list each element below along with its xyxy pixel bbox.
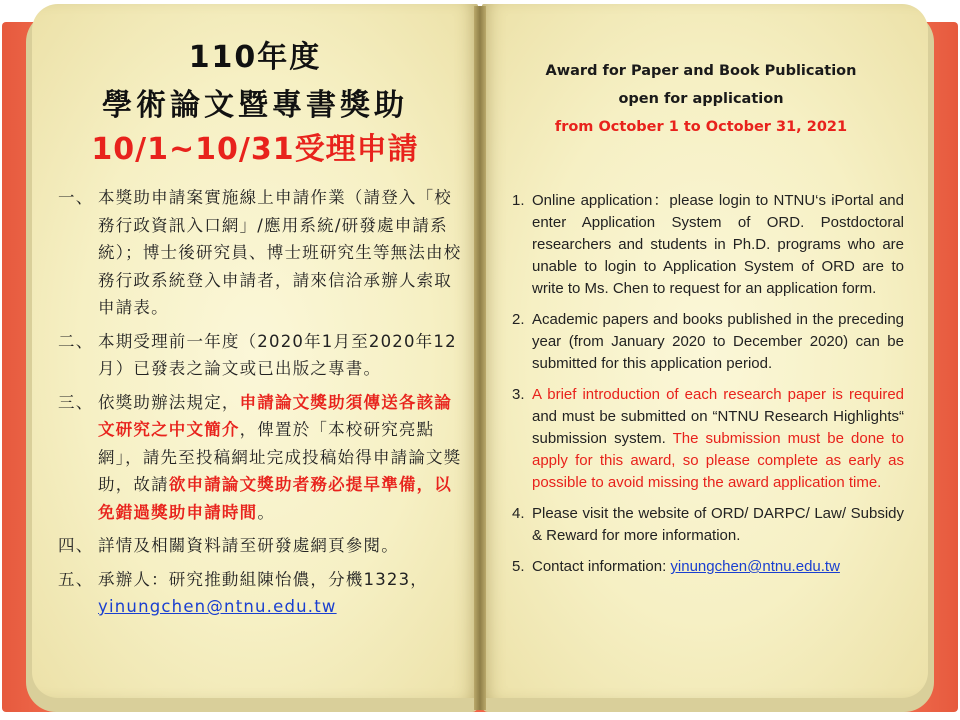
zh-item-number: 三、 <box>58 392 94 412</box>
zh-list-item <box>58 328 468 383</box>
zh-item-highlight: 欲申請論文獎助者務必提早準備，以免錯過獎助申請時間 <box>98 475 453 522</box>
en-item-highlight: A brief introduction of each research paper is required <box>532 386 904 403</box>
zh-item-number: 二、 <box>58 331 94 351</box>
en-item-text: Contact information: <box>532 558 671 575</box>
book-spine <box>474 6 486 710</box>
zh-item-number: 五、 <box>58 569 94 589</box>
en-item-text: and must be submitted on “NTNU Research Highlights“ submission system. <box>532 408 904 447</box>
en-item-highlight: The submission must be done to apply for this award, so please complete as early as possible to avoid missing the award application time. <box>532 430 904 491</box>
en-item-number: 3. <box>512 386 525 403</box>
zh-title-year: 110年度 <box>188 40 322 75</box>
en-item-number: 1. <box>512 192 525 209</box>
zh-contact-email-link[interactable]: yinungchen@ntnu.edu.tw <box>98 597 337 616</box>
zh-item-text: 本獎助申請案實施線上申請作業（請登入「校務行政資訊入口網」/應用系統/研發處申請系統）；博士後研究員、博士班研究生等無法由校務行政系統登入申請者，請來信洽承辦人索取申請表。 <box>98 188 462 317</box>
en-list-item <box>512 556 904 578</box>
zh-item-text: 承辦人：研究推動組陳怡儂，分機1323， <box>98 569 428 589</box>
zh-list-item <box>58 532 468 560</box>
zh-item-text: ，俾置於「本校研究亮點網」，請先至投稿網址完成投稿始得申請論文獎助，故請 <box>98 420 462 494</box>
zh-item-text: 本期受理前一年度（2020年1月至2020年12月）已發表之論文或已出版之專書。 <box>98 331 457 378</box>
en-list-item <box>512 384 904 494</box>
en-item-list <box>512 190 904 587</box>
en-list-item <box>512 190 904 300</box>
zh-item-list <box>58 184 468 627</box>
zh-list-item <box>58 389 468 527</box>
zh-title-award: 學術論文暨專書獎助 <box>102 88 408 123</box>
en-heading-award: Award for Paper and Book Publication <box>545 63 857 79</box>
en-item-number: 4. <box>512 505 525 522</box>
zh-item-highlight: 申請論文獎助須傳送各該論文研究之中文簡介 <box>98 392 453 439</box>
en-item-text: Academic papers and books published in the preceding year (from January 2020 to December 2020) can be submitted for this application period. <box>532 311 904 372</box>
zh-item-number: 一、 <box>58 188 94 207</box>
zh-item-text: 詳情及相關資料請至研發處網頁參閱。 <box>98 536 399 555</box>
en-heading-dates: from October 1 to October 31, 2021 <box>554 119 848 135</box>
zh-item-number: 四、 <box>58 536 94 555</box>
zh-title-dates: 10/1~10/31受理申請 <box>91 132 419 167</box>
en-contact-email-link[interactable]: yinungchen@ntnu.edu.tw <box>670 558 840 575</box>
en-item-number: 5. <box>512 558 525 575</box>
en-item-number: 2. <box>512 311 525 328</box>
zh-item-text: 依獎助辦法規定， <box>98 392 240 412</box>
en-item-text: Please visit the website of ORD/ DARPC/ Law/ Subsidy & Reward for more information. <box>532 505 904 544</box>
en-list-item <box>512 309 904 375</box>
en-item-text: Online application：please login to NTNU‘s iPortal and enter Application System of ORD. Postdoctoral researchers and students in Ph.D. programs who are unable to login to Application System of ORD are to write to Ms. Chen to request for an application form. <box>532 192 904 297</box>
en-heading-open: open for application <box>618 91 784 107</box>
zh-item-text: 。 <box>257 502 276 522</box>
en-list-item <box>512 503 904 547</box>
zh-list-item <box>58 566 468 621</box>
zh-list-item <box>58 184 468 322</box>
